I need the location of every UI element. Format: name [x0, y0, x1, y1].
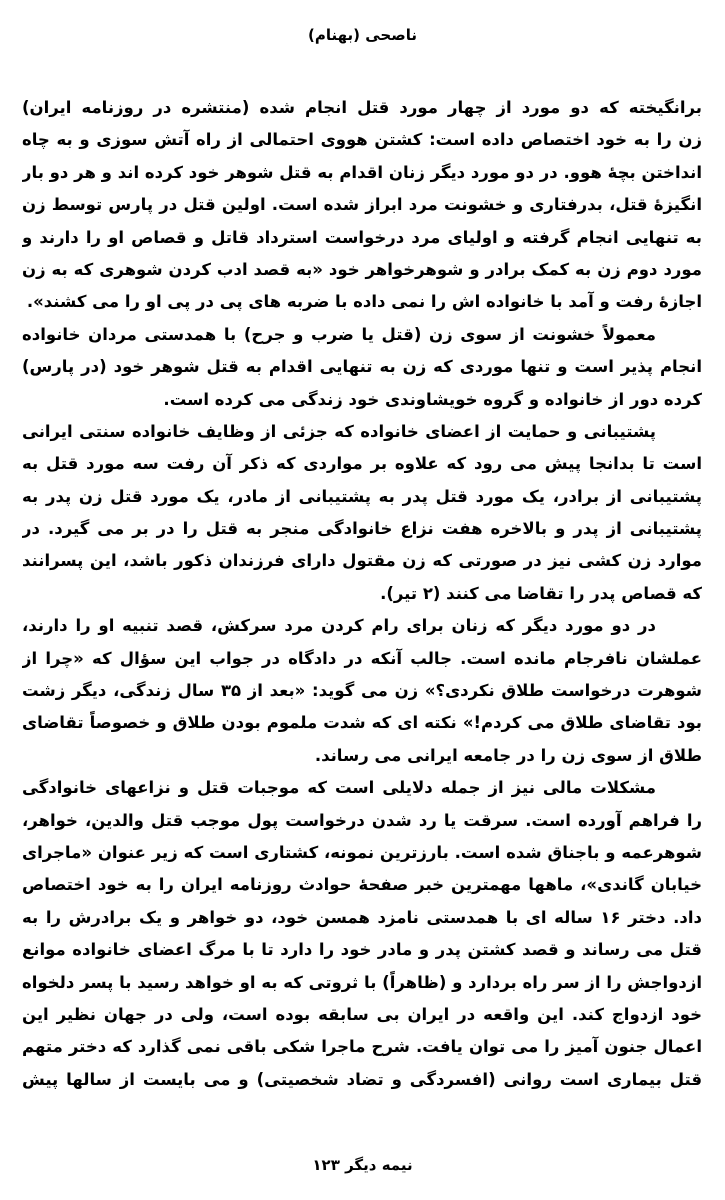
text-line: پشتیبانی از پدر و بالاخره هفت نزاع خانوادگی منجر به قتل را در بر می گیرد. در: [22, 519, 702, 539]
text-line: شوهرت درخواست طلاق نکردی؟» زن می گوید: «بعد از ۳۵ سال زندگی، دیگر زشت: [22, 681, 702, 701]
text-line: است تا بدانجا پیش می رود که علاوه بر مواردی که ذکر آن رفت سه مورد قتل به: [22, 454, 702, 474]
text-line: مورد دوم زن به کمک برادر و شوهرخواهر خود «به قصد ادب کردن شوهری که به زن: [22, 259, 702, 279]
text-line: داد. دختر ۱۶ ساله ای با همدستی نامزد همسن خود، دو خواهر و یک برادرش را به: [22, 907, 702, 927]
text-line: خود ازدواج کند. این واقعه در ایران بی سابقه بوده است، ولی در جهان نظیر این: [22, 1004, 702, 1024]
text-line: پشتیبانی و حمایت از اعضای خانواده که جزئی از وظایف خانواده سنتی ایرانی: [22, 421, 656, 441]
text-line: خیابان گاندی»، ماهها مهمترین خبر صفحهٔ حوادث روزنامه ایران را به خود اختصاص: [22, 875, 702, 895]
text-line: برانگیخته که دو مورد از چهار مورد قتل انجام شده (منتشره در روزنامه ایران): [22, 98, 702, 117]
text-line: اعمال جنون آمیز را می توان یافت. شرح ماجرا شکی باقی نمی گذارد که دختر متهم: [22, 1037, 702, 1057]
text-line: طلاق از سوی زن را در جامعه ایرانی می رساند.: [314, 745, 702, 765]
paragraph: [22, 92, 702, 319]
text-line: بود تقاضای طلاق می کردم!» نکته ای که شدت ملموم بودن طلاق و خصوصاً تقاضای: [22, 713, 702, 733]
text-line: عملشان نافرجام مانده است. جالب آنکه در دادگاه در جواب این سؤال که «چرا از: [22, 648, 702, 668]
text-line: معمولاً خشونت از سوی زن (قتل یا ضرب و جرح) با همدستی مردان خانواده: [22, 324, 656, 344]
text-line: موارد زن کشی نیز در صورتی که زن مقتول دارای فرزندان ذکور باشد، این پسرانند: [22, 551, 702, 571]
text-line: زن را به خود اختصاص داده است: کشتن هووی احتمالی از راه آتش سوزی و به چاه: [22, 130, 702, 150]
text-line: قتل می رساند و قصد کشتن پدر و مادر خود را دارد تا با مرگ اعضای خانواده موانع: [22, 940, 702, 960]
paragraph: [22, 772, 702, 1096]
page-footer: نیمه دیگر ۱۲۳: [312, 1156, 413, 1174]
text-line: قتل بیماری است روانی (افسردگی و تضاد شخصیتی) و می بایست از سالها پیش: [22, 1069, 702, 1089]
text-line: انداختن بچهٔ هوو. در دو مورد دیگر زنان اقدام به قتل شوهر خود کرده اند و هر دو بار: [22, 162, 702, 182]
text-line: انجام پذیر است و تنها موردی که زن به تنهایی اقدام به قتل شوهر خود (در پارس): [22, 357, 702, 377]
text-line: ازدواجش را از سر راه بردارد و (ظاهراً) با ثروتی که به او خواهد رسید با پسر دلخواه: [22, 972, 702, 992]
text-line: انگیزهٔ قتل، بدرفتاری و خشونت مرد ابراز شده است. اولین قتل در پارس توسط زن: [22, 195, 702, 215]
text-line: پشتیبانی از برادر، یک مورد قتل پدر به پشتیبانی از مادر، یک مورد قتل زن پدر به: [22, 486, 702, 506]
text-line: اجازهٔ رفت و آمد با خانواده اش را نمی داده با ضربه های پی در پی او را می کشند».: [26, 292, 702, 312]
text-line: شوهرعمه و باجناق شده است. بارزترین نمونه، کشتاری است که زیر عنوان «ماجرای: [22, 842, 702, 862]
text-line: به تنهایی انجام گرفته و اولیای مرد درخواست استرداد قاتل و قصاص او را دارند و: [22, 227, 702, 247]
text-line: مشکلات مالی نیز از جمله دلایلی است که موجبات قتل و نزاعهای خانوادگی: [22, 778, 656, 798]
text-line: که قصاص پدر را تقاضا می کنند (۲ تیر).: [380, 583, 702, 603]
paragraph: [22, 610, 702, 772]
paragraph: [22, 319, 702, 416]
paragraph: [22, 416, 702, 610]
text-line: در دو مورد دیگر که زنان برای رام کردن مرد سرکش، قصد تنبیه او را دارند،: [22, 616, 656, 636]
text-line: کرده دور از خانواده و گروه خویشاوندی خود زندگی می کرده است.: [163, 389, 702, 409]
running-header: ناصحی (بهنام): [308, 26, 417, 44]
text-line: را فراهم آورده است. سرقت یا رد شدن درخواست پول موجب قتل والدین، خواهر،: [22, 810, 702, 830]
page-body: [22, 92, 702, 1096]
